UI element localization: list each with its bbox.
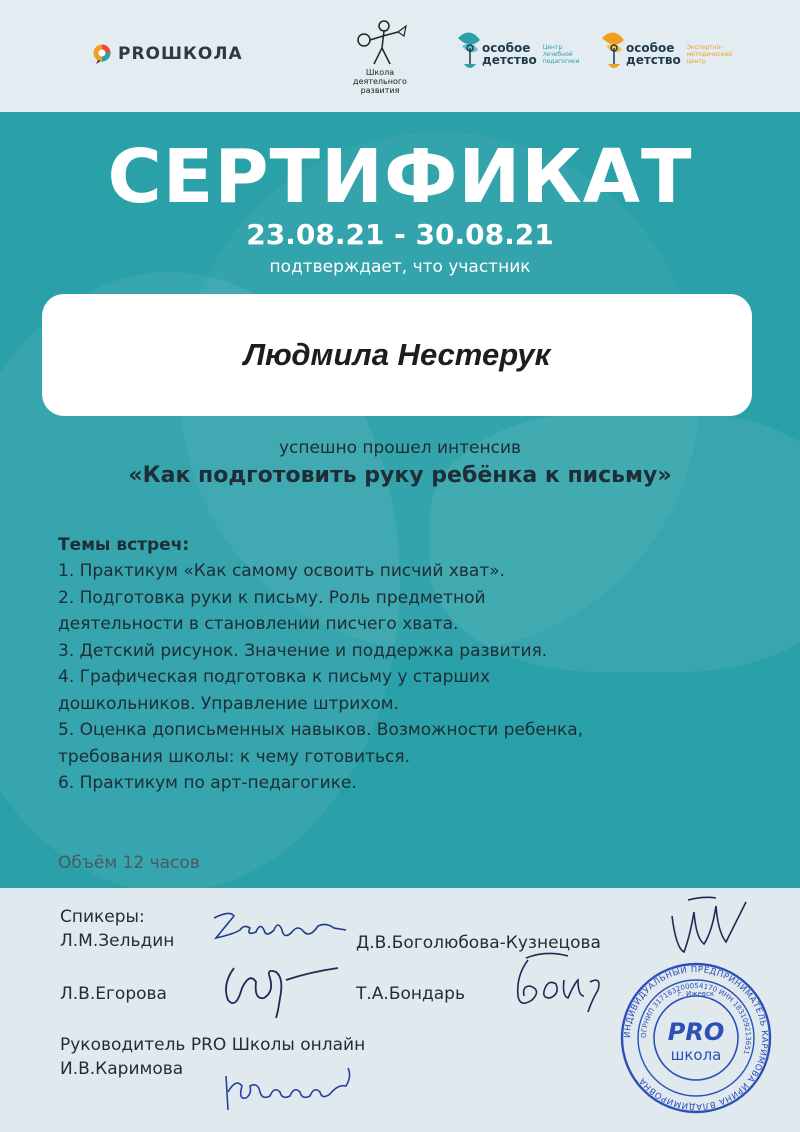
osoboe2-name-line-1: особое [626, 41, 675, 55]
speaker-bogolyubova: Д.В.Боголюбова-Кузнецова [356, 933, 601, 953]
stamp-school-text: школа [670, 1046, 722, 1064]
egorova-signature [214, 948, 344, 1020]
course-volume: Объём 12 часов [58, 853, 200, 873]
stamp-city: г. Ижевск [677, 990, 715, 998]
osoboe1-name-line-2: детство [482, 53, 537, 67]
stamp-pro-text: PRO [667, 1018, 725, 1046]
topic-line: 4. Графическая подготовка к письму у старших [58, 667, 491, 687]
pro-school-logo [92, 44, 243, 64]
topic-line: деятельности в становлении писчего хвата. [58, 614, 459, 634]
speaker-bondar: Т.А.Бондарь [356, 984, 465, 1004]
topic-line: 2. Подготовка руки к письму. Роль предметной [58, 587, 486, 608]
participant-name-box [42, 294, 752, 416]
karimova-signature [218, 1056, 368, 1116]
osoboe2-sub-line-2: методический [686, 50, 733, 58]
school-logo-line-3: развития [360, 86, 400, 95]
topic-line: 1. Практикум «Как самому освоить писчий хват». [58, 561, 506, 581]
topic-line: 6. Практикум по арт-педагогике. [58, 773, 357, 793]
pro-school-logo-text: PROШКОЛА [118, 44, 243, 64]
stamp-inner-text: ОГРНИП 317183200054170 ИНН 183109213651 [639, 981, 753, 1056]
osoboe1-sub-line-1: Центр [542, 43, 563, 51]
logo-header [0, 0, 800, 112]
speaker-egorova: Л.В.Егорова [60, 984, 167, 1004]
osoboe2-name-line-2: детство [626, 53, 681, 67]
osoboe-detstvo-expert-logo [600, 26, 732, 82]
certificate-title: СЕРТИФИКАТ [107, 134, 693, 220]
course-title: «Как подготовить руку ребёнка к письму» [128, 463, 672, 488]
osoboe2-sub-line-3: центр [686, 57, 706, 65]
osoboe2-sub-line-1: Экспертно- [686, 43, 723, 51]
school-logo-line-2: деятельного [353, 77, 407, 86]
certificate-dates: 23.08.21 - 30.08.21 [246, 218, 554, 251]
school-logo-line-1: Школа [365, 68, 395, 77]
speaker-zeldin: Л.М.Зельдин [60, 931, 175, 951]
topics-list [58, 532, 778, 797]
head-name: И.В.Каримова [60, 1059, 184, 1079]
confirm-text: подтверждает, что участник [269, 257, 531, 277]
pro-school-pin-icon [92, 44, 112, 64]
osoboe-detstvo-teal-icon [456, 26, 482, 82]
child-figure-icon [350, 18, 410, 68]
topic-line: требования школы: к чему готовиться. [58, 746, 410, 767]
topic-line: 5. Оценка дописьменных навыков. Возможности ребенка, [58, 720, 584, 740]
stamp-outer-text: ИНДИВИДУАЛЬНЫЙ ПРЕДПРИНИМАТЕЛЬ КАРИМОВА ИРИНА ВЛАДИМИРОВНА [622, 964, 770, 1112]
zeldin-signature [200, 904, 350, 948]
topic-line: 3. Детский рисунок. Значение и поддержка развития. [58, 640, 548, 661]
osoboe1-name-line-1: особое [482, 41, 531, 55]
bondar-signature [506, 946, 618, 1016]
osoboe-detstvo-orange-icon [600, 26, 626, 82]
bogolyubova-signature [658, 892, 754, 964]
topics-heading: Темы встреч: [58, 535, 190, 555]
participant-name: Людмила Нестерук [243, 337, 551, 372]
company-stamp [620, 962, 772, 1114]
osoboe1-sub-line-2: лечебной [542, 50, 573, 58]
head-title: Руководитель PRO Школы онлайн [60, 1035, 366, 1055]
osoboe-detstvo-center-logo [456, 26, 580, 82]
school-development-logo [340, 18, 420, 98]
passed-text: успешно прошел интенсив [278, 438, 522, 458]
topic-line: дошкольников. Управление штрихом. [58, 693, 399, 714]
osoboe1-sub-line-3: педагогики [542, 57, 580, 65]
speakers-label: Спикеры: [60, 907, 145, 927]
